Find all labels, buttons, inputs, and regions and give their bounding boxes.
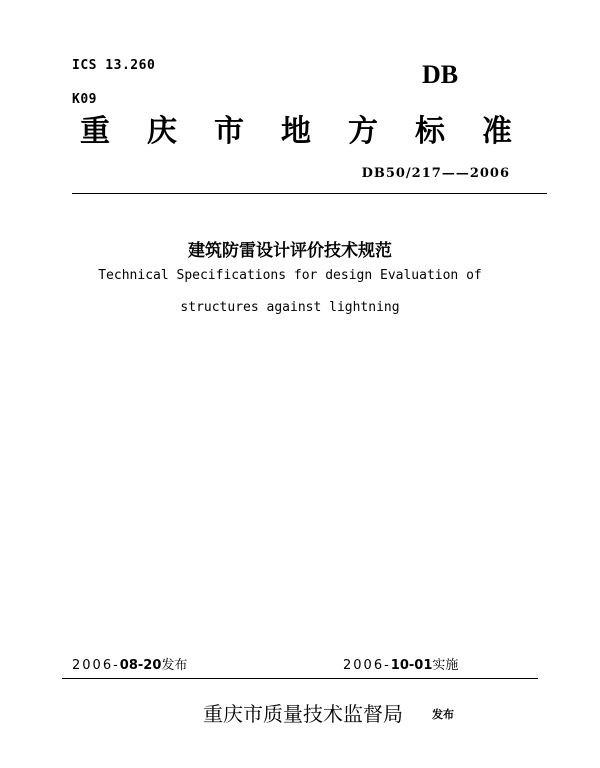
- bottom-divider: [62, 678, 538, 679]
- standard-number: DB50/217——2006: [361, 166, 510, 181]
- standard-title-char: 方: [348, 114, 378, 149]
- top-divider: [72, 193, 547, 194]
- impl-date-day: 10-01: [390, 658, 433, 673]
- issue-date: [72, 654, 187, 673]
- issue-date-year: 2006-: [72, 658, 120, 673]
- standard-title-char: 标: [415, 114, 445, 149]
- issue-date-day: 08-20: [119, 658, 162, 673]
- impl-date-year: 2006-: [343, 658, 391, 673]
- document-title-english-line2: structures against lightning: [180, 300, 400, 315]
- standard-title-char: 庆: [147, 114, 177, 149]
- ics-code: ICS 13.260: [72, 58, 156, 73]
- implementation-date: [343, 654, 458, 673]
- db-mark: DB: [422, 60, 459, 89]
- publisher: 重庆市质量技术监督局: [203, 702, 403, 726]
- impl-label: 实施: [432, 658, 459, 673]
- issue-label: 发布: [161, 658, 188, 673]
- classification-code: K09: [72, 92, 97, 107]
- publisher-suffix: 发布: [432, 708, 454, 721]
- standard-title-char: 市: [214, 114, 244, 149]
- standard-title-char: 重: [80, 114, 110, 149]
- standard-title: [80, 112, 512, 152]
- document-title-chinese: 建筑防雷设计评价技术规范: [188, 241, 392, 261]
- document-title-english-line1: Technical Specifications for design Evaluation of: [98, 268, 482, 283]
- standard-title-char: 准: [482, 114, 512, 149]
- standard-title-char: 地: [281, 114, 311, 149]
